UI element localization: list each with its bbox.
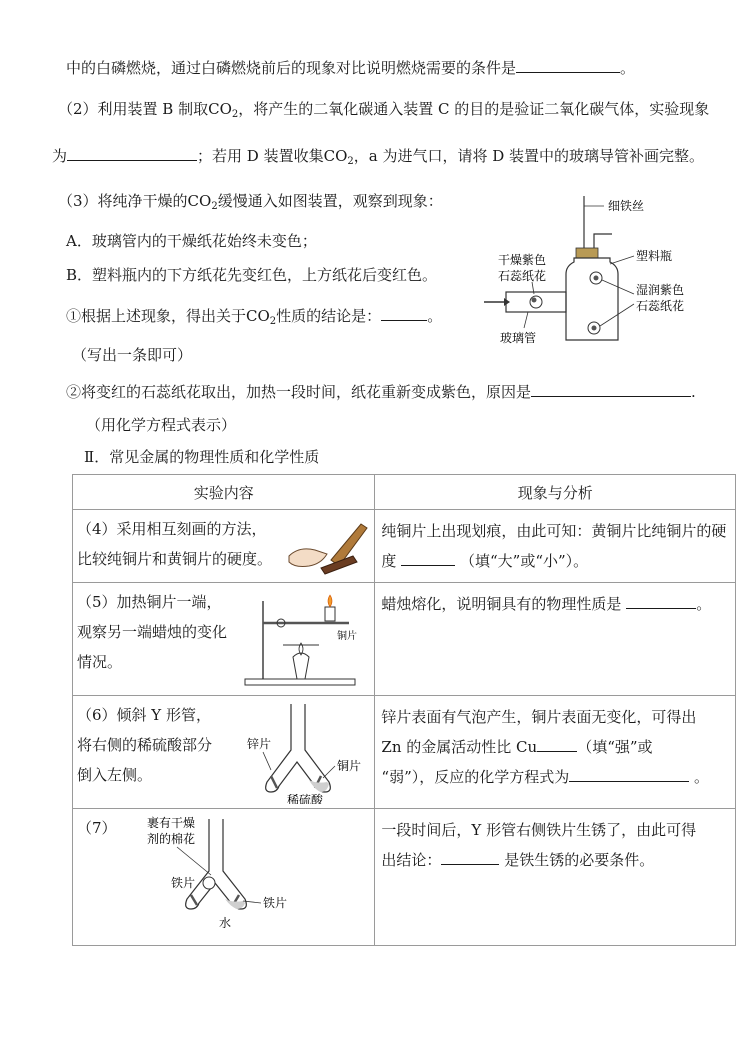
q3-subq1-note: （写出一条即可）	[72, 346, 193, 364]
row7-right-line2	[381, 845, 731, 875]
q2-line1	[58, 98, 709, 126]
header-analysis: 现象与分析	[375, 475, 736, 510]
row4-content-cell	[73, 510, 375, 583]
q2-text-d: ；若用 D 装置收集	[197, 147, 324, 165]
row6-right-text-c: “弱”），反应的化学方程式为	[381, 768, 570, 786]
row5-right-text: 蜡烛熔化，说明铜具有的物理性质是	[381, 595, 622, 613]
hand-icon	[289, 549, 327, 567]
label-water: 水	[219, 916, 232, 930]
label-wet-flower-2: 石蕊纸花	[636, 299, 685, 313]
co2-apparatus-figure	[470, 188, 732, 358]
co2-subscript: 2	[231, 109, 239, 120]
heating-copper-figure	[239, 587, 369, 691]
q3-text-a: （3）将纯净干燥的	[58, 192, 188, 210]
answer-blank-co2-property[interactable]	[381, 304, 427, 321]
dry-litmus-flower	[530, 296, 542, 308]
label-bottle: 塑料瓶	[636, 249, 673, 263]
q3-subq1	[66, 304, 442, 333]
row5-analysis-cell	[375, 583, 736, 696]
flower-center	[592, 326, 597, 331]
scratching-figure	[281, 516, 371, 578]
q3-option-a: A．玻璃管内的干燥纸花始终未变色；	[66, 232, 317, 250]
row6-right-line1: 锌片表面有气泡产生，铜片表面无变化，可得出	[381, 708, 697, 726]
section-2-title: Ⅱ．常见金属的物理性质和化学性质	[84, 448, 320, 466]
co2-subscript: 2	[347, 156, 354, 167]
row5-content-cell	[73, 583, 375, 696]
co2-subscript: 2	[269, 316, 277, 327]
row6-left-line3: 倒入左侧。	[77, 766, 153, 784]
label-copper-plate: 铜片	[337, 631, 357, 642]
leader-copper	[323, 766, 335, 778]
row6-right-period: 。	[694, 768, 710, 786]
row4-right-text-a: 度	[381, 552, 397, 570]
row6-analysis-cell	[375, 696, 736, 809]
answer-blank-rust-condition[interactable]	[441, 848, 499, 865]
leader-cotton	[177, 847, 211, 875]
label-dilute-acid: 稀硫酸	[287, 793, 324, 804]
co2-formula: CO	[323, 147, 348, 165]
answer-blank-physical-property[interactable]	[626, 592, 696, 609]
row4-right-line2	[381, 546, 731, 576]
answer-blank-condition[interactable]	[516, 56, 620, 73]
answer-blank-phenomenon[interactable]	[67, 144, 197, 161]
row7-right-text-a: 出结论：	[381, 851, 442, 869]
alcohol-lamp	[293, 653, 309, 679]
cotton-ball	[203, 877, 215, 889]
row5-left-line2: 观察另一端蜡烛的变化	[77, 623, 228, 641]
label-glass-tube: 玻璃管	[500, 331, 537, 345]
label-dry-flower-1: 干燥紫色	[498, 253, 547, 267]
header-content: 实验内容	[73, 475, 375, 510]
flower-center	[532, 298, 537, 303]
row5-left-line1: （5）加热铜片一端，	[77, 593, 222, 611]
label-iron-left: 铁片	[171, 876, 196, 890]
row6-content-cell	[73, 696, 375, 809]
y-tube-zinc-copper-figure	[241, 700, 369, 804]
label-dry-flower-2: 石蕊纸花	[498, 269, 547, 283]
row4-left-line1: （4）采用相互刻画的方法，	[77, 520, 267, 538]
arrow-head	[504, 298, 510, 306]
table-row	[73, 809, 736, 946]
row7-analysis-cell	[375, 809, 736, 946]
intro-period: 。	[620, 59, 636, 77]
answer-blank-equation-2[interactable]	[569, 765, 689, 782]
table-header-row	[73, 475, 736, 510]
row7-content-cell	[73, 809, 375, 946]
q2-text-e: ，a 为进气口，请将 D 装置中的玻璃导管补画完整。	[353, 147, 705, 165]
experiment-table	[72, 474, 736, 946]
leader-bottle	[610, 256, 634, 264]
q3-subq1-text-a: ①根据上述现象，得出关于	[66, 307, 247, 325]
label-wet-flower-1: 湿润紫色	[636, 283, 685, 297]
co2-subscript: 2	[211, 201, 218, 212]
q3-subq2-period: .	[691, 383, 696, 401]
row7-right-line1: 一段时间后，Y 形管右侧铁片生锈了，由此可得	[381, 821, 697, 839]
label-cotton-1: 裹有干燥	[147, 816, 196, 830]
stopper	[576, 248, 598, 258]
row5-right-line1	[381, 589, 731, 619]
q3-intro	[58, 190, 443, 218]
row4-right-line1: 纯铜片上出现划痕，由此可知：黄铜片比纯铜片的硬	[381, 522, 727, 540]
flame-icon	[328, 595, 332, 607]
co2-formula: CO	[208, 100, 232, 118]
row7-left-line1: （7）	[77, 819, 117, 837]
iron-plate-left	[191, 895, 197, 905]
label-copper: 铜片	[337, 759, 362, 773]
q2-text-b: ，将产生的二氧化碳通入装置 C 的目的是验证二氧化碳气体，实验现象	[238, 100, 710, 118]
intro-text: 中的白磷燃烧，通过白磷燃烧前后的现象对比说明燃烧需要的条件是	[66, 59, 517, 77]
label-zinc: 锌片	[247, 737, 272, 751]
stand-base	[245, 679, 355, 685]
row6-right-line3	[381, 762, 731, 792]
zinc-plate	[271, 776, 277, 788]
co2-formula: CO	[187, 192, 212, 210]
q3-subq2-note: （用化学方程式表示）	[86, 416, 237, 434]
q2-line2	[52, 144, 704, 173]
label-iron-right: 铁片	[263, 896, 288, 910]
answer-blank-activity[interactable]	[537, 735, 577, 752]
row4-analysis-cell	[375, 510, 736, 583]
leader-wet-lower	[600, 304, 634, 326]
row4-right-text-b: （填“大”或“小”）。	[460, 552, 589, 570]
table-row	[73, 583, 736, 696]
label-iron-wire: 细铁丝	[608, 199, 645, 213]
leader-tube	[524, 312, 528, 328]
row6-left-line2: 将右侧的稀硫酸部分	[77, 736, 213, 754]
q3-option-b: B．塑料瓶内的下方纸花先变红色，上方纸花后变红色。	[66, 266, 438, 284]
q3-subq2	[66, 380, 696, 403]
co2-formula: CO	[246, 307, 270, 325]
row6-right-text-a: Zn 的金属活动性比 Cu	[381, 738, 538, 756]
row4-left-line2: 比较纯铜片和黄铜片的硬度。	[77, 550, 273, 568]
row6-right-line2	[381, 732, 731, 762]
flower-center	[594, 276, 599, 281]
table-row	[73, 696, 736, 809]
q2-text-c: 为	[52, 147, 68, 165]
q2-text-a: （2）利用装置 B 制取	[58, 100, 209, 118]
row6-right-text-b: （填“强”或	[577, 738, 653, 756]
candle	[325, 607, 335, 621]
row5-right-period: 。	[696, 595, 712, 613]
answer-blank-equation-1[interactable]	[531, 380, 691, 397]
q3-subq2-text: ②将变红的石蕊纸花取出，加热一段时间，纸花重新变成紫色，原因是	[66, 383, 532, 401]
answer-blank-hardness[interactable]	[401, 549, 455, 566]
row7-right-text-b: 是铁生锈的必要条件。	[504, 851, 655, 869]
q3-text-b: 缓慢通入如图装置，观察到现象：	[217, 192, 443, 210]
y-tube-iron-rust-figure	[137, 813, 337, 941]
label-cotton-2: 剂的棉花	[147, 832, 196, 846]
intro-line	[66, 56, 635, 79]
leader-zinc	[263, 752, 271, 770]
row5-left-line3: 情况。	[77, 653, 123, 671]
q3-subq1-text-b: 性质的结论是：	[276, 307, 382, 325]
q3-subq1-period: 。	[427, 307, 443, 325]
table-row	[73, 510, 736, 583]
row6-left-line1: （6）倾斜 Y 形管，	[77, 706, 211, 724]
